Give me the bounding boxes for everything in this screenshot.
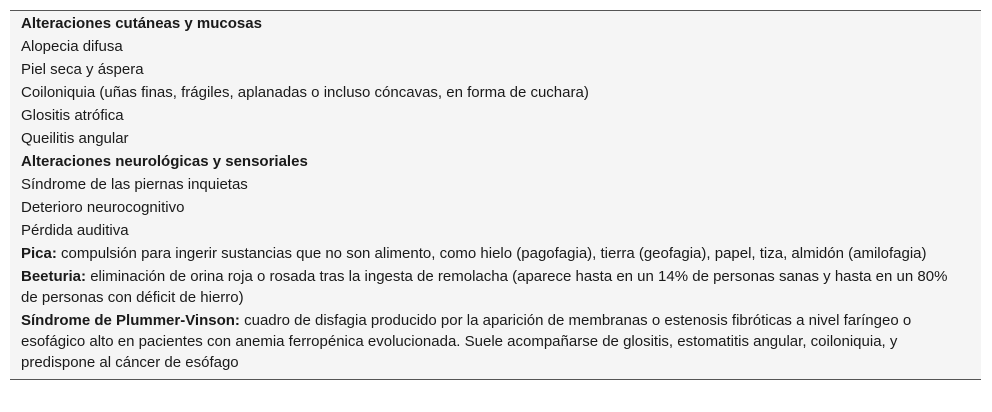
table-row: Pérdida auditiva: [21, 222, 129, 239]
table-row: Piel seca y áspera: [21, 61, 144, 78]
table-body: [10, 11, 981, 379]
table-row: Síndrome de las piernas inquietas: [21, 176, 248, 193]
term-description: eliminación de orina roja o rosada tras la ingesta de remolacha (aparece hasta en un 14% de personas sanas y hasta en un 80% de personas con déficit de hierro): [21, 268, 948, 306]
symptoms-table: [10, 10, 981, 380]
term-description: cuadro de disfagia producido por la aparición de membranas o estenosis fibróticas a nivel faríngeo o esofágico alto en pacientes con anemia ferropénica evolucionada. Suele acompañarse de glositis, estomatitis angular, coiloniquia, y predispone al cáncer de esófago: [21, 312, 912, 371]
table-row-plummer-vinson: [21, 310, 981, 373]
table-row: Coiloniquia (uñas finas, frágiles, aplanadas o incluso cóncavas, en forma de cuchara): [21, 84, 589, 101]
term-label: Beeturia:: [21, 268, 87, 285]
table-row: Deterioro neurocognitivo: [21, 199, 185, 216]
table-row-pica: [21, 243, 981, 264]
table-row: Alopecia difusa: [21, 38, 123, 55]
term-description: compulsión para ingerir sustancias que no son alimento, como hielo (pagofagia), tierra (geofagia), papel, tiza, almidón (amilofagia): [56, 245, 927, 262]
table-row: Glositis atrófica: [21, 107, 124, 124]
term-label: Pica:: [21, 245, 57, 262]
section-heading-cutaneous: Alteraciones cutáneas y mucosas: [21, 15, 262, 32]
term-label: Síndrome de Plummer-Vinson:: [21, 312, 240, 329]
table-row: Queilitis angular: [21, 130, 129, 147]
table-row-beeturia: [21, 266, 981, 308]
section-heading-neurological: Alteraciones neurológicas y sensoriales: [21, 153, 308, 170]
